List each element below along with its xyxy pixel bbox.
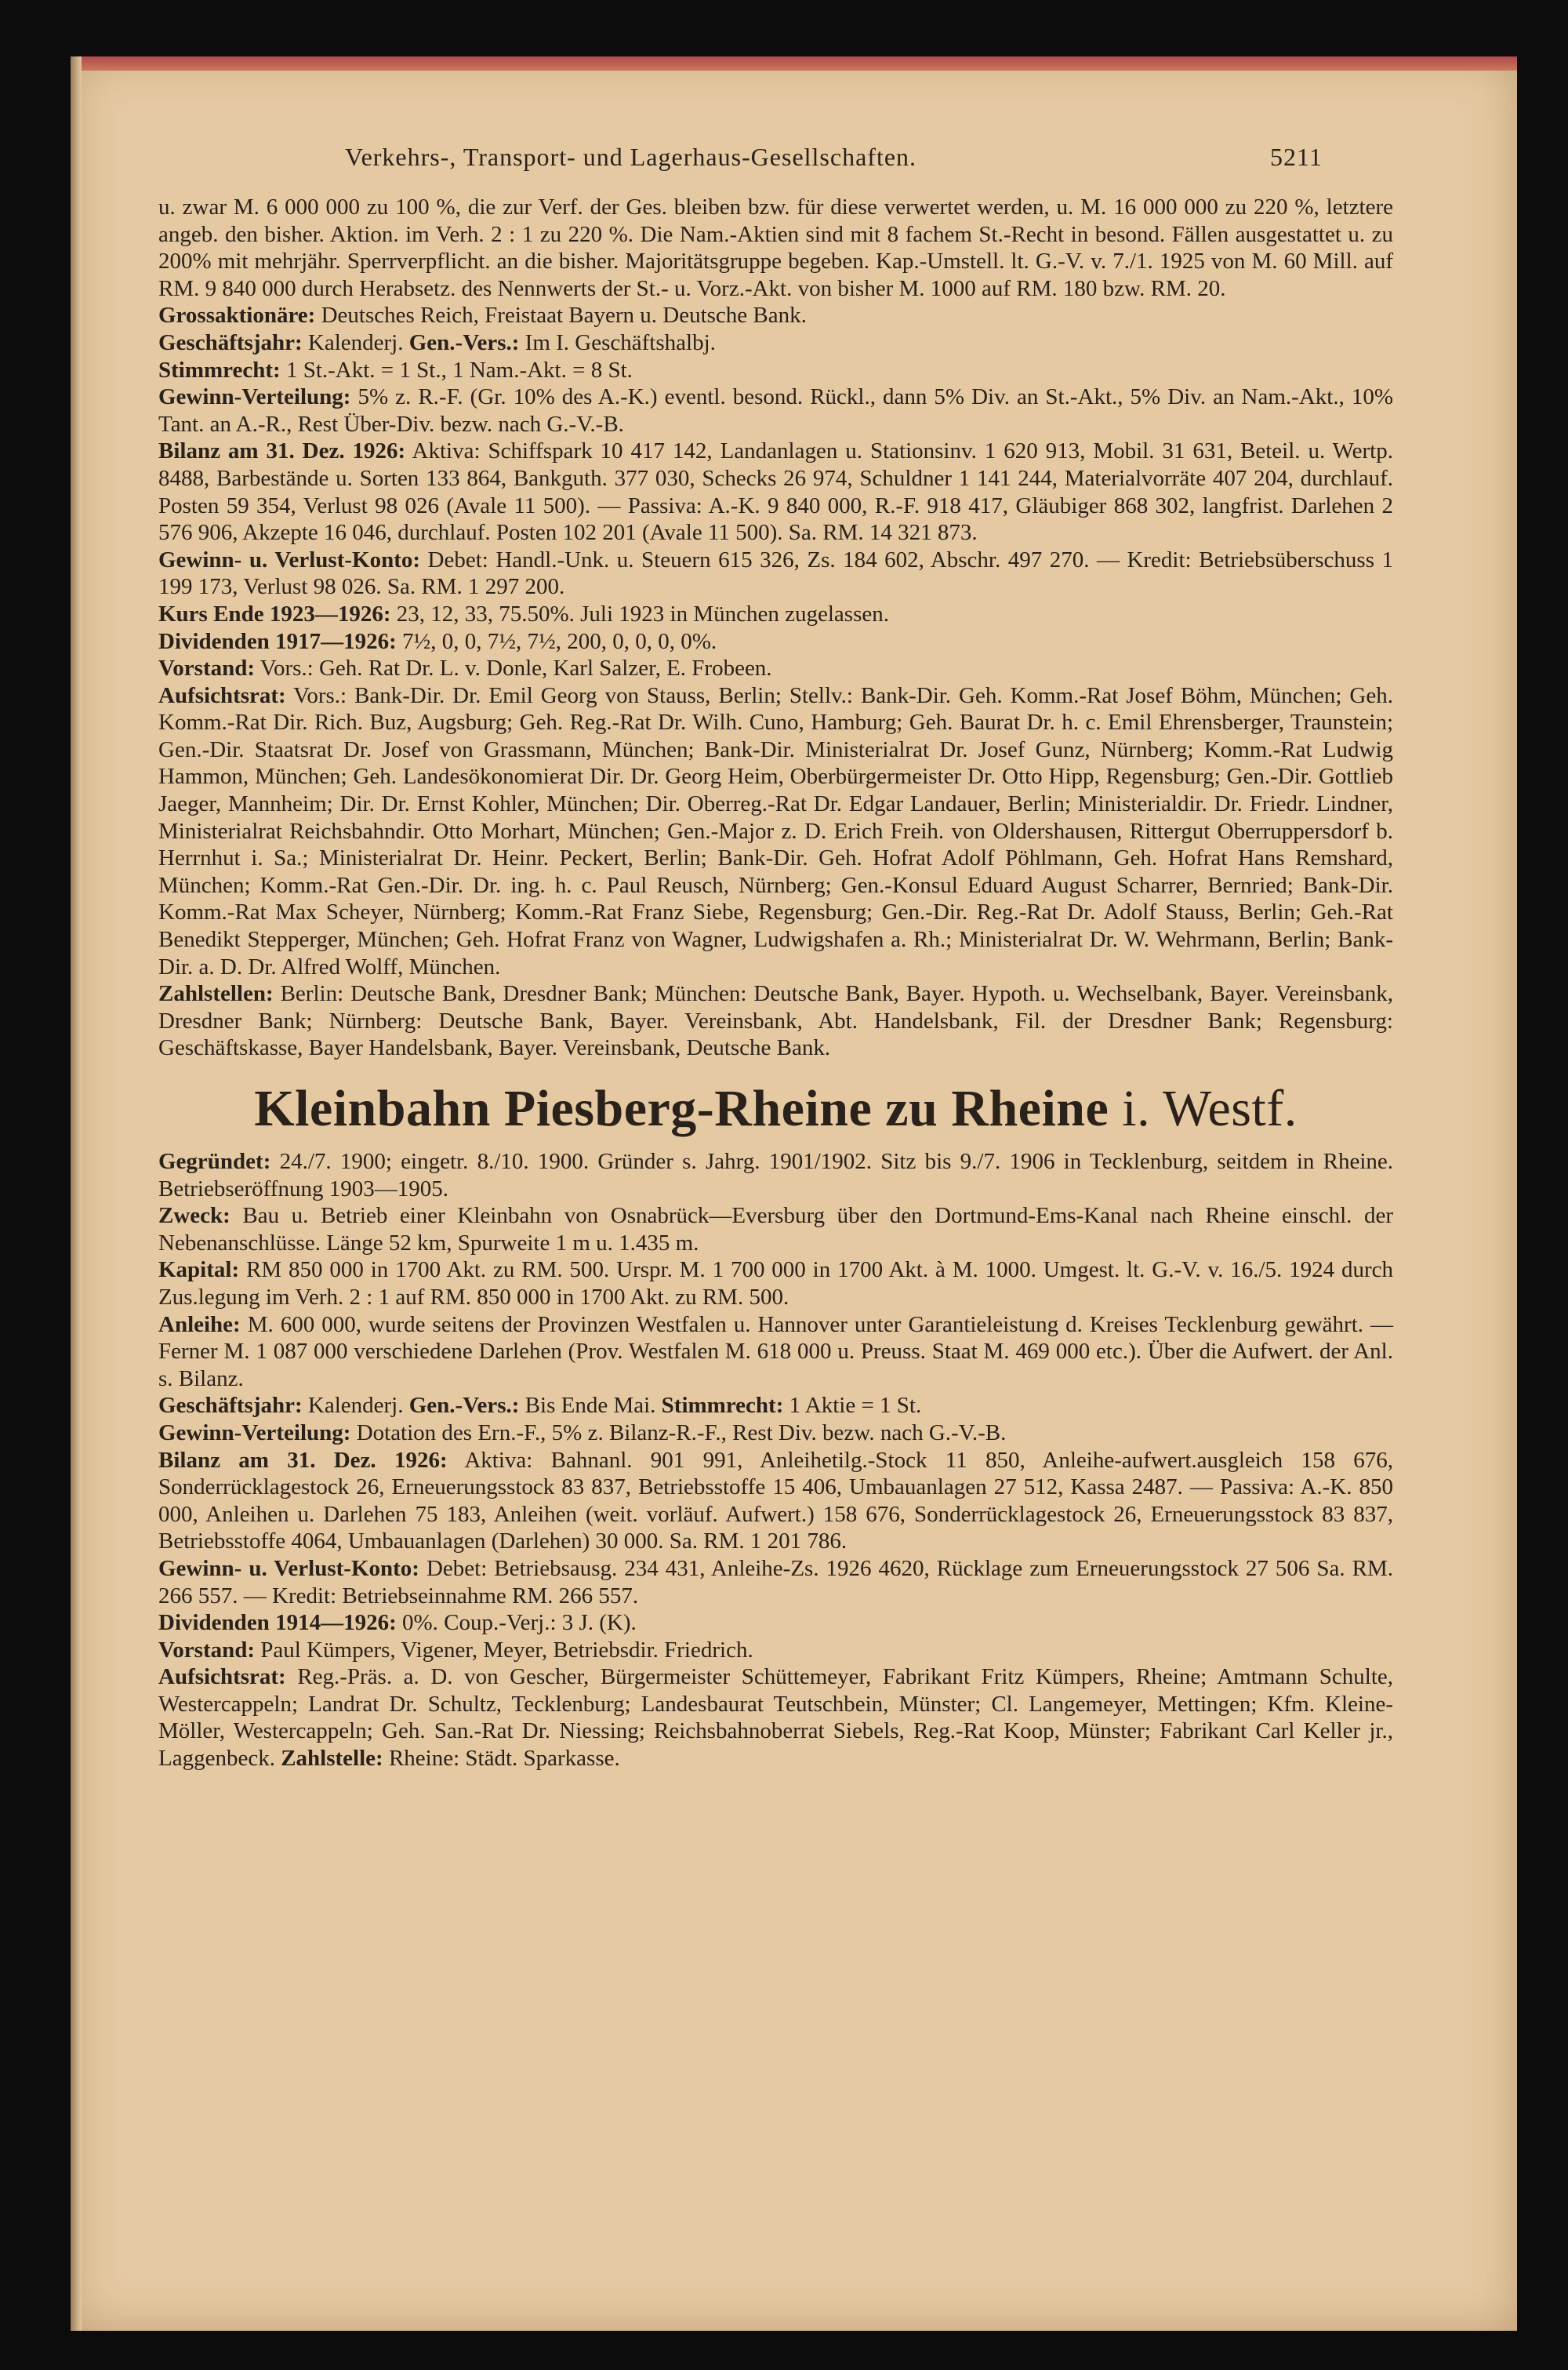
purpose-entry: Zweck: Bau u. Betrieb einer Kleinbahn von Osnabrück—Eversburg über den Dortmund-Ems-Kanal nach Rheine einschl. der Nebenanschlüsse. Länge 52 km, Spurweite 1 m u. 1.435 m. [158,1203,1393,1256]
balance-sheet-entry-2: Bilanz am 31. Dez. 1926: Aktiva: Bahnanl. 901 991, Anleihetilg.-Stock 11 850, Anleihe-aufwert.ausgleich 158 676, Sonderrücklagestock 26, Erneuerungsstock 83 837, Betriebsstoffe 15 406, Umbauanlagen 27 512, Kassa 2487. — Passiva: A.-K. 850 000, Anleihen u. Darlehen 75 183, Anleihen (weit. vorläuf. Aufwert.) 158 676, Sonderrücklagestock 26, Erneuerungsstock 83 837, Betriebsstoffe 4064, Umbauanlagen (Darlehen) 30 000. Sa. RM. 1 201 786. [158,1447,1393,1554]
supervisory-board-entry: Aufsichtsrat: Vors.: Bank-Dir. Dr. Emil Georg von Stauss, Berlin; Stellv.: Bank-Dir. Geh. Komm.-Rat Josef Böhm, München; Geh. Komm.-Rat Dir. Rich. Buz, Augsburg; Geh. Reg.-Rat Dr. Wilh. Cuno, Hamburg; Geh. Baurat Dr. h. c. Emil Ehrensberger, Traunstein; Gen.-Dir. Staatsrat Dr. Josef von Grassmann, München; Bank-Dir. Ministerialrat Dr. Josef Gunz, Nürnberg; Komm.-Rat Ludwig Hammon, München; Geh. Landesökonomierat Dir. Dr. Georg Heim, Oberbürgermeister Dr. Otto Hipp, Regensburg; Gen.-Dir. Gottlieb Jaeger, Mannheim; Dir. Dr. Ernst Kohler, München; Dir. Oberreg.-Rat Dr. Edgar Landauer, Berlin; Ministerialdir. Dr. Friedr. Lindner, Ministerialrat Reichsbahndir. Otto Morhart, München; Gen.-Major z. D. Erich Freih. von Oldershausen, Rittergut Oberruppersdorf b. Herrnhut i. Sa.; Ministerialrat Dr. Heinr. Peckert, Berlin; Bank-Dir. Geh. Hofrat Adolf Pöhlmann, Geh. Hofrat Hans Remshard, München; Komm.-Rat Gen.-Dir. Dr. ing. h. c. Paul Reusch, Nürnberg; Gen.-Konsul Eduard August Scharrer, Bernried; Bank-Dir. Komm.-Rat Max Scheyer, Nürnberg; Komm.-Rat Franz Siebe, Regensburg; Gen.-Dir. Reg.-Rat Dr. Adolf Stauss, Berlin; Geh.-Rat Benedikt Stepperger, München; Geh. Hofrat Franz von Wagner, Ludwigshafen a. Rh.; Ministerialrat Dr. W. Wehrmann, Berlin; Bank-Dir. a. D. Dr. Alfred Wolff, München. [158,682,1393,980]
profit-loss-entry-2: Gewinn- u. Verlust-Konto: Debet: Betriebsausg. 234 431, Anleihe-Zs. 1926 4620, Rücklage zum Erneuerungsstock 27 506 Sa. RM. 266 557. — Kredit: Betriebseinnahme RM. 266 557. [158,1555,1393,1608]
label: Grossaktionäre: [158,303,316,329]
supervisory-board-entry-2: Aufsichtsrat: Reg.-Präs. a. D. von Gescher, Bürgermeister Schüttemeyer, Fabrikant Fritz Kümpers, Rheine; Amtmann Schulte, Westercappeln; Landrat Dr. Schultz, Tecklenburg; Landesbaurat Teutschbein, Münster; Cl. Langemeyer, Mettingen; Kfm. Kleine-Möller, Westercappeln; Geh. San.-Rat Dr. Niessing; Reichsbahnoberrat Siebels, Reg.-Rat Koop, Münster; Fabrikant Carl Keller jr., Laggenbeck. Zahlstelle: Rheine: Städt. Sparkasse. [158,1664,1394,1772]
voting-rights-entry: Stimmrecht: 1 St.-Akt. = 1 St., 1 Nam.-Akt. = 8 St. [158,357,633,383]
company-title: Kleinbahn Piesberg-Rheine zu Rheine i. Westf. [254,1080,1298,1137]
loan-entry: Anleihe: M. 600 000, wurde seitens der Provinzen Westfalen u. Hannover unter Garantieleistung d. Kreises Tecklenburg gewährt. — Ferner M. 1 087 000 verschiedene Darlehen (Prov. Westfalen M. 618 000 u. Preuss. Staat M. 469 000 etc.). Über die Aufwert. der Anl. s. Bilanz. [158,1311,1394,1391]
dividends-entry: Dividenden 1917—1926: 7½, 0, 0, 7½, 7½, 200, 0, 0, 0, 0%. [158,628,717,654]
capital-paragraph: u. zwar M. 6 000 000 zu 100 %, die zur Verf. der Ges. bleiben bzw. für diese verwertet werden, u. M. 16 000 000 zu 220 %, letztere angeb. den bisher. Aktion. im Verh. 2 : 1 zu 220 %. Die Nam.-Aktien sind mit 8 fachem St.-Recht in besond. Fällen ausgestattet u. zu 200% mit mehrjähr. Sperrverpflicht. an die bisher. Majoritätsgruppe begeben. Kap.-Umstell. lt. G.-V. v. 7./1. 1925 von M. 60 Mill. auf RM. 9 840 000 durch Herabsetz. des Nennwerts der St.- u. Vorz.-Akt. von bisher M. 1000 auf RM. 180 bzw. RM. 20. [158,194,1393,301]
profit-distribution-entry: Gewinn-Verteilung: 5% z. R.-F. (Gr. 10% des A.-K.) eventl. besond. Rückl., dann 5% Div. an St.-Akt., 5% Div. an Nam.-Akt., 10% Tant. an A.-R., Rest Über-Div. bezw. nach G.-V.-B. [158,384,1394,437]
paying-agents-entry: Zahlstellen: Berlin: Deutsche Bank, Dresdner Bank; München: Deutsche Bank, Bayer. Hypoth. u. Wechselbank, Bayer. Vereinsbank, Dresdner Bank; Nürnberg: Deutsche Bank, Bayer. Vereinsbank, Abt. Handelsbank, Fil. der Dresdner Bank; Regensburg: Geschäftskasse, Bayer Handelsbank, Bayer. Vereinsbank, Deutsche Bank. [158,981,1393,1061]
founded-entry: Gegründet: 24./7. 1900; eingetr. 8./10. 1900. Gründer s. Jahrg. 1901/1902. Sitz bis 9./7. 1906 in Tecklenburg, seitdem in Rheine. Betriebseröffnung 1903—1905. [158,1149,1394,1201]
balance-sheet-entry: Bilanz am 31. Dez. 1926: Aktiva: Schiffspark 10 417 142, Landanlagen u. Stationsinv. 1 620 913, Mobil. 31 631, Beteil. u. Wertp. 8488, Barbestände u. Sorten 133 864, Bankguth. 377 030, Schecks 26 974, Schuldner 1 141 244, Materialvorräte 407 204, durchlauf. Posten 59 354, Verlust 98 026 (Avale 11 500). — Passiva: A.-K. 9 840 000, R.-F. 918 417, Gläubiger 868 302, langfrist. Darlehen 2 576 906, Akzepte 16 046, durchlauf. Posten 102 201 (Avale 11 500). Sa. RM. 14 321 873. [158,438,1393,546]
profit-loss-entry: Gewinn- u. Verlust-Konto: Debet: Handl.-Unk. u. Steuern 615 326, Zs. 184 602, Abschr. 497 270. — Kredit: Betriebsüberschuss 1 199 173, Verlust 98 026. Sa. RM. 1 297 200. [158,547,1394,600]
page-number: 5211 [1270,143,1323,171]
fiscal-year-entry: Geschäftsjahr: Kalenderj. Gen.-Vers.: Im I. Geschäftshalbj. [158,329,716,355]
profit-distribution-entry-2: Gewinn-Verteilung: Dotation des Ern.-F., 5% z. Bilanz-R.-F., Rest Div. bezw. nach G.-V.-B. [158,1419,1007,1445]
page-top-edge [71,56,1517,71]
board-entry-2: Vorstand: Paul Kümpers, Vigener, Meyer, Betriebsdir. Friedrich. [158,1637,753,1663]
capital-entry: Kapital: RM 850 000 in 1700 Akt. zu RM. 500. Urspr. M. 1 700 000 in 1700 Akt. à M. 1000. Umgest. lt. G.-V. v. 16./5. 1924 durch Zus.legung im Verh. 2 : 1 auf RM. 850 000 in 1700 Akt. zu RM. 500. [158,1257,1394,1310]
header-title: Verkehrs-, Transport- und Lagerhaus-Gesellschaften. [345,143,917,171]
shareholders-entry: Grossaktionäre: Deutsches Reich, Freistaat Bayern u. Deutsche Bank. [158,303,807,329]
dividends-entry-2: Dividenden 1914—1926: 0%. Coup.-Verj.: 3 J. (K). [158,1610,637,1636]
page-left-edge [71,56,82,2331]
scanned-page [71,56,1517,2331]
fiscal-year-entry-2: Geschäftsjahr: Kalenderj. Gen.-Vers.: Bis Ende Mai. Stimmrecht: 1 Aktie = 1 St. [158,1393,922,1419]
body-text [158,194,1393,1772]
share-price-entry: Kurs Ende 1923—1926: 23, 12, 33, 75.50%. Juli 1923 in München zugelassen. [158,601,889,627]
board-entry: Vorstand: Vors.: Geh. Rat Dr. L. v. Donle, Karl Salzer, E. Frobeen. [158,656,772,682]
